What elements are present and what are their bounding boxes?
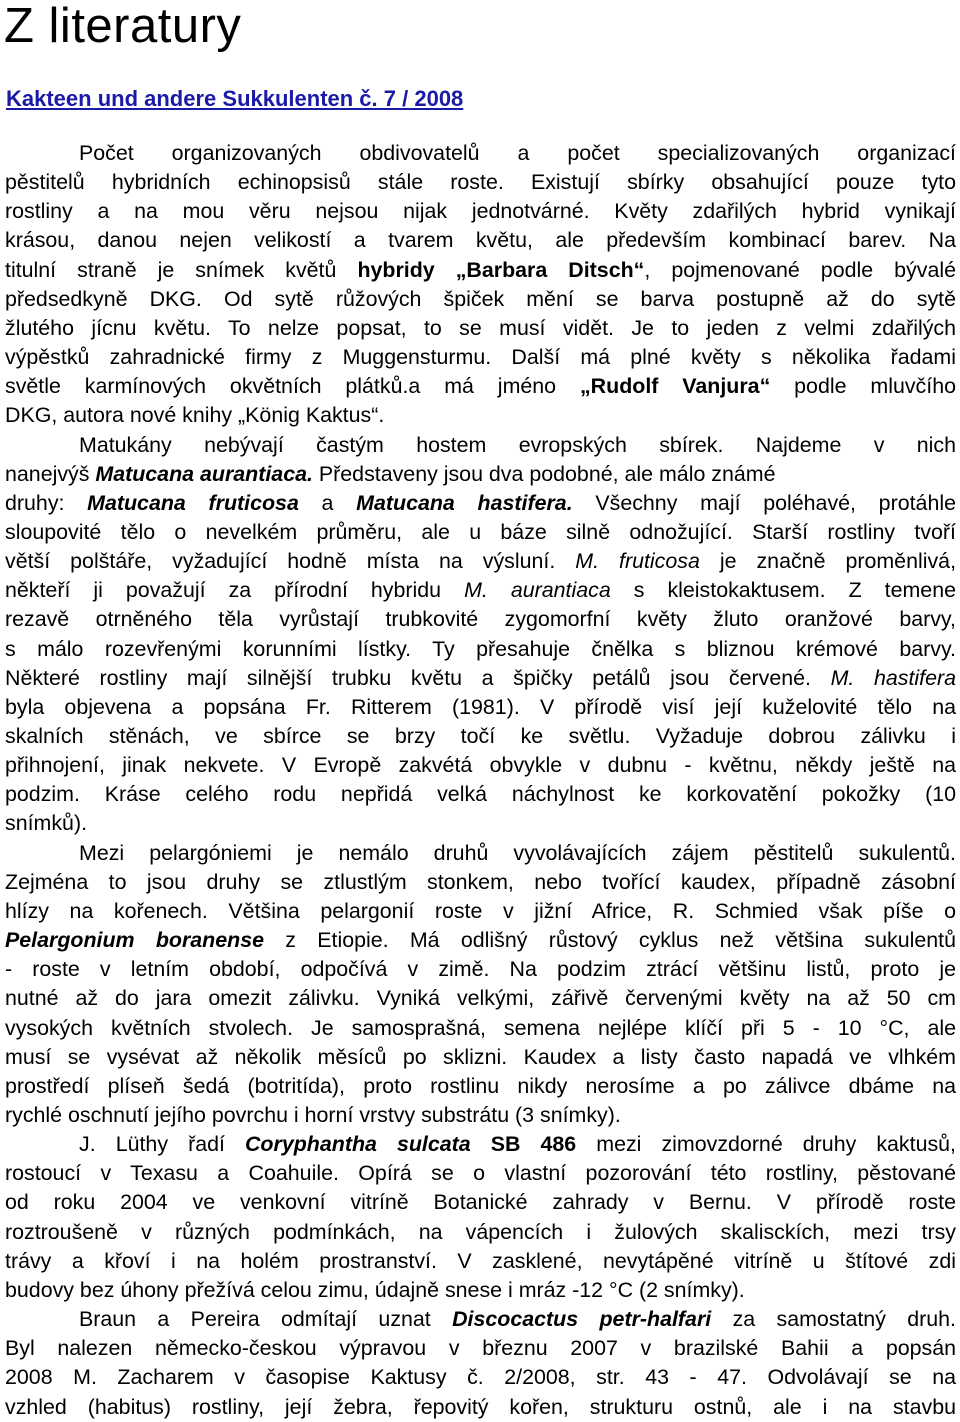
text-line bbox=[5, 751, 956, 780]
text-segment: 2008 M. Zacharem v časopise Kaktusy č. 2/2008, str. 43 - 47. Odvolávají se na bbox=[5, 1365, 956, 1390]
source-citation-link[interactable]: Kakteen und andere Sukkulenten č. 7 / 2008 bbox=[6, 86, 464, 111]
text-line bbox=[5, 168, 956, 197]
text-line bbox=[5, 314, 956, 343]
text-segment: žlutého jícnu květu. To nelze popsat, to se musí vidět. Je to jeden z velmi zdařilých bbox=[5, 315, 956, 340]
text-segment: výpěstků zahradnické firmy z Muggensturmu. Další má plné květy s několika řadami bbox=[5, 345, 956, 369]
text-segment: rostoucí v Texasu a Coahuile. Opírá se o vlastní pozorování této rostliny, pěstované bbox=[5, 1161, 956, 1186]
text-segment: za samostatný druh. bbox=[711, 1307, 956, 1331]
text-segment: od roku 2004 ve venkovní vitríně Botanické zahrady v Bernu. V přírodě roste bbox=[5, 1190, 956, 1215]
text-line bbox=[5, 1334, 956, 1363]
text-segment: podle mluvčího bbox=[770, 374, 956, 399]
text-segment: Některé rostliny mají silnější trubku květu a špičky petálů jsou červené. bbox=[5, 665, 831, 690]
text-segment: Zejména to jsou druhy se ztlustlým stonkem, nebo tvořící kaudex, případně zásobní bbox=[5, 869, 956, 894]
text-segment: nanejvýš bbox=[5, 461, 96, 486]
emphasized-text: M. fruticosa bbox=[575, 549, 700, 574]
text-segment: pěstitelů hybridních echinopsisů stále roste. Existují sbírky obsahující pouze tyto bbox=[5, 170, 956, 195]
text-segment: rostliny a na mou věru nejsou nijak jednotvárné. Květy zdařilých hybrid vynikají bbox=[5, 199, 956, 224]
text-line bbox=[5, 897, 956, 926]
text-segment: roztroušeně v různých podmínkách, na vápencích i žulových skalisckích, mezi trsy bbox=[5, 1219, 956, 1244]
text-line bbox=[5, 460, 956, 489]
text-segment: budovy bez úhony přežívá celou zimu, údajně snese i mráz -12 °C (2 snímky). bbox=[5, 1277, 745, 1302]
text-line bbox=[5, 1247, 956, 1276]
text-segment: hlízy na kořenech. Většina pelargonií roste v jižní Africe, R. Schmied však píše o bbox=[5, 898, 956, 923]
text-segment: větší polštáře, vyžadující hodně místa na výsluní. bbox=[5, 549, 576, 574]
text-line bbox=[5, 809, 956, 838]
text-line bbox=[5, 576, 956, 605]
text-line bbox=[5, 547, 956, 576]
text-segment bbox=[471, 1132, 491, 1156]
text-segment: Mezi pelargóniemi je nemálo druhů vyvolávajících zájem pěstitelů sukulentů. bbox=[79, 840, 956, 865]
emphasized-text: „Rudolf Vanjura“ bbox=[579, 374, 771, 399]
emphasized-text: Matucana fruticosa bbox=[87, 490, 299, 515]
text-segment: krásou, danou nejen velikostí a tvarem květu, ale především kombinací barev. Na bbox=[5, 228, 956, 253]
text-line bbox=[5, 226, 956, 255]
emphasized-text: Matucana aurantiaca. bbox=[95, 461, 313, 486]
text-segment: mezi zimovzdorné druhy kaktusů, bbox=[576, 1132, 956, 1157]
text-segment: s málo rozevřenými korunními lístky. Ty přesahuje čnělka s bliznou krémové barvy. bbox=[5, 636, 956, 661]
text-line bbox=[79, 1305, 956, 1334]
text-segment: vysokých květních stvolech. Je samosprašná, semena nejlépe klíčí při 5 - 10 °C, ale bbox=[5, 1015, 956, 1040]
text-segment: Braun a Pereira odmítají uznat bbox=[79, 1307, 453, 1331]
emphasized-text: M. aurantiaca bbox=[464, 578, 611, 603]
text-segment: a bbox=[298, 490, 357, 515]
page-title: Z literatury bbox=[4, 0, 242, 53]
text-line bbox=[5, 343, 956, 372]
text-segment: Představeny jsou dva podobné, ale málo známé bbox=[312, 461, 776, 486]
text-line bbox=[5, 868, 956, 897]
text-line bbox=[5, 664, 956, 693]
text-line bbox=[79, 839, 956, 868]
text-segment: prostředí plíseň šedá (botritída), proto rostlinu nikdy nerosíme a po zálivce dbáme na bbox=[5, 1073, 956, 1098]
text-segment: druhy: bbox=[5, 490, 88, 515]
text-line bbox=[5, 1393, 956, 1422]
emphasized-text: hybridy „Barbara Ditsch“ bbox=[357, 257, 645, 282]
text-segment: vzhled (habitus) rostliny, její žebra, řepovitý kořen, strukturu ostnů, ale i na stavbu bbox=[5, 1394, 956, 1419]
text-segment: Všechny mají poléhavé, protáhle bbox=[572, 490, 956, 515]
text-segment: Počet organizovaných obdivovatelů a počet specializovaných organizací bbox=[79, 141, 956, 165]
text-line bbox=[5, 197, 956, 226]
text-segment: z Etiopie. Má odlišný růstový cyklus než většina sukulentů bbox=[264, 928, 956, 952]
text-line bbox=[5, 489, 956, 518]
emphasized-text: Pelargonium boranense bbox=[5, 928, 265, 952]
text-segment: rychlé oschnutí jejího povrchu i horní vrstvy substrátu (3 snímky). bbox=[5, 1102, 621, 1127]
text-segment: Byl nalezen německo-českou výpravou v březnu 2007 v brazilské Bahii a popsán bbox=[5, 1336, 956, 1361]
text-segment: musí se vysévat až několik měsíců po sklizni. Kaudex a listy často napadá ve vlhkém bbox=[5, 1044, 956, 1069]
text-segment: předsedkyně DKG. Od sytě růžových špiček mění se barva postupně až do sytě bbox=[5, 286, 956, 311]
emphasized-text: M. hastifera bbox=[830, 665, 956, 690]
text-segment: rezavě otrněného těla vyrůstají trubkovité zygomorfní květy žluto oranžové barvy, bbox=[5, 607, 956, 632]
text-line bbox=[79, 139, 956, 168]
text-segment: podzim. Kráse celého rodu nepřidá velká náchylnost ke korkovatění pokožky (10 bbox=[5, 782, 956, 807]
text-line bbox=[5, 1014, 956, 1043]
text-segment: trávy a křoví i na holém prostranství. V zasklené, nevytápěné vitríně u štítové zdi bbox=[5, 1248, 956, 1273]
text-line bbox=[5, 955, 956, 984]
text-line bbox=[79, 1130, 956, 1159]
text-line bbox=[5, 1218, 956, 1247]
text-segment: snímků). bbox=[5, 811, 88, 836]
text-segment: J. Lüthy řadí bbox=[79, 1132, 245, 1157]
text-line bbox=[5, 693, 956, 722]
text-line bbox=[5, 780, 956, 809]
text-segment: přihnojení, jinak nekvete. V Evropě zakvétá obvykle v dubnu - květnu, někdy ještě na bbox=[5, 753, 956, 778]
text-line bbox=[5, 1101, 956, 1130]
text-line bbox=[5, 518, 956, 547]
text-segment: Matukány nebývají častým hostem evropských sbírek. Najdeme v nich bbox=[79, 432, 956, 457]
text-line bbox=[5, 372, 956, 401]
text-line bbox=[5, 1072, 956, 1101]
text-segment: - roste v letním období, odpočívá v zimě. Na podzim ztrácí většinu listů, proto je bbox=[5, 957, 956, 982]
text-line bbox=[5, 926, 956, 955]
text-line bbox=[5, 1363, 956, 1392]
emphasized-text: Coryphantha sulcata bbox=[244, 1132, 471, 1157]
text-line bbox=[5, 722, 956, 751]
text-segment: je značně proměnlivá, bbox=[699, 549, 956, 574]
text-line bbox=[5, 984, 956, 1013]
text-segment: někteří ji považují za přírodní hybridu bbox=[5, 578, 465, 603]
emphasized-text: SB 486 bbox=[490, 1132, 577, 1157]
text-line bbox=[5, 285, 956, 314]
emphasized-text: Matucana hastifera. bbox=[356, 490, 573, 515]
text-segment: s kleistokaktusem. Z temene bbox=[610, 578, 956, 603]
emphasized-text: Discocactus petr-halfari bbox=[452, 1307, 712, 1331]
text-line bbox=[5, 401, 956, 430]
text-segment: titulní straně je snímek květů bbox=[5, 257, 358, 282]
text-segment: světle karmínových okvětních plátků.a má jméno bbox=[5, 374, 580, 399]
text-segment: nutné až do jara omezit zálivku. Vyniká velkými, zářivě červenými květy na až 50 cm bbox=[5, 986, 956, 1011]
text-line bbox=[5, 256, 956, 285]
text-line bbox=[5, 1043, 956, 1072]
text-segment: byla objevena a popsána Fr. Ritterem (1981). V přírodě visí její kuželovité tělo na bbox=[5, 694, 956, 719]
text-line bbox=[79, 431, 956, 460]
text-segment: skalních stěnách, ve sbírce se brzy točí ke světlu. Vyžaduje dobrou zálivku i bbox=[5, 724, 956, 748]
text-line bbox=[5, 1276, 956, 1305]
text-segment: , pojmenované podle bývalé bbox=[644, 257, 956, 282]
text-segment: sloupovité tělo o nevelkém průměru, ale u báze silně odnožující. Starší rostliny tvoří bbox=[5, 520, 956, 544]
text-line bbox=[5, 605, 956, 634]
text-line bbox=[5, 1188, 956, 1217]
text-line bbox=[5, 635, 956, 664]
text-line bbox=[5, 1159, 956, 1188]
text-segment: DKG, autora nové knihy „König Kaktus“. bbox=[5, 403, 385, 428]
